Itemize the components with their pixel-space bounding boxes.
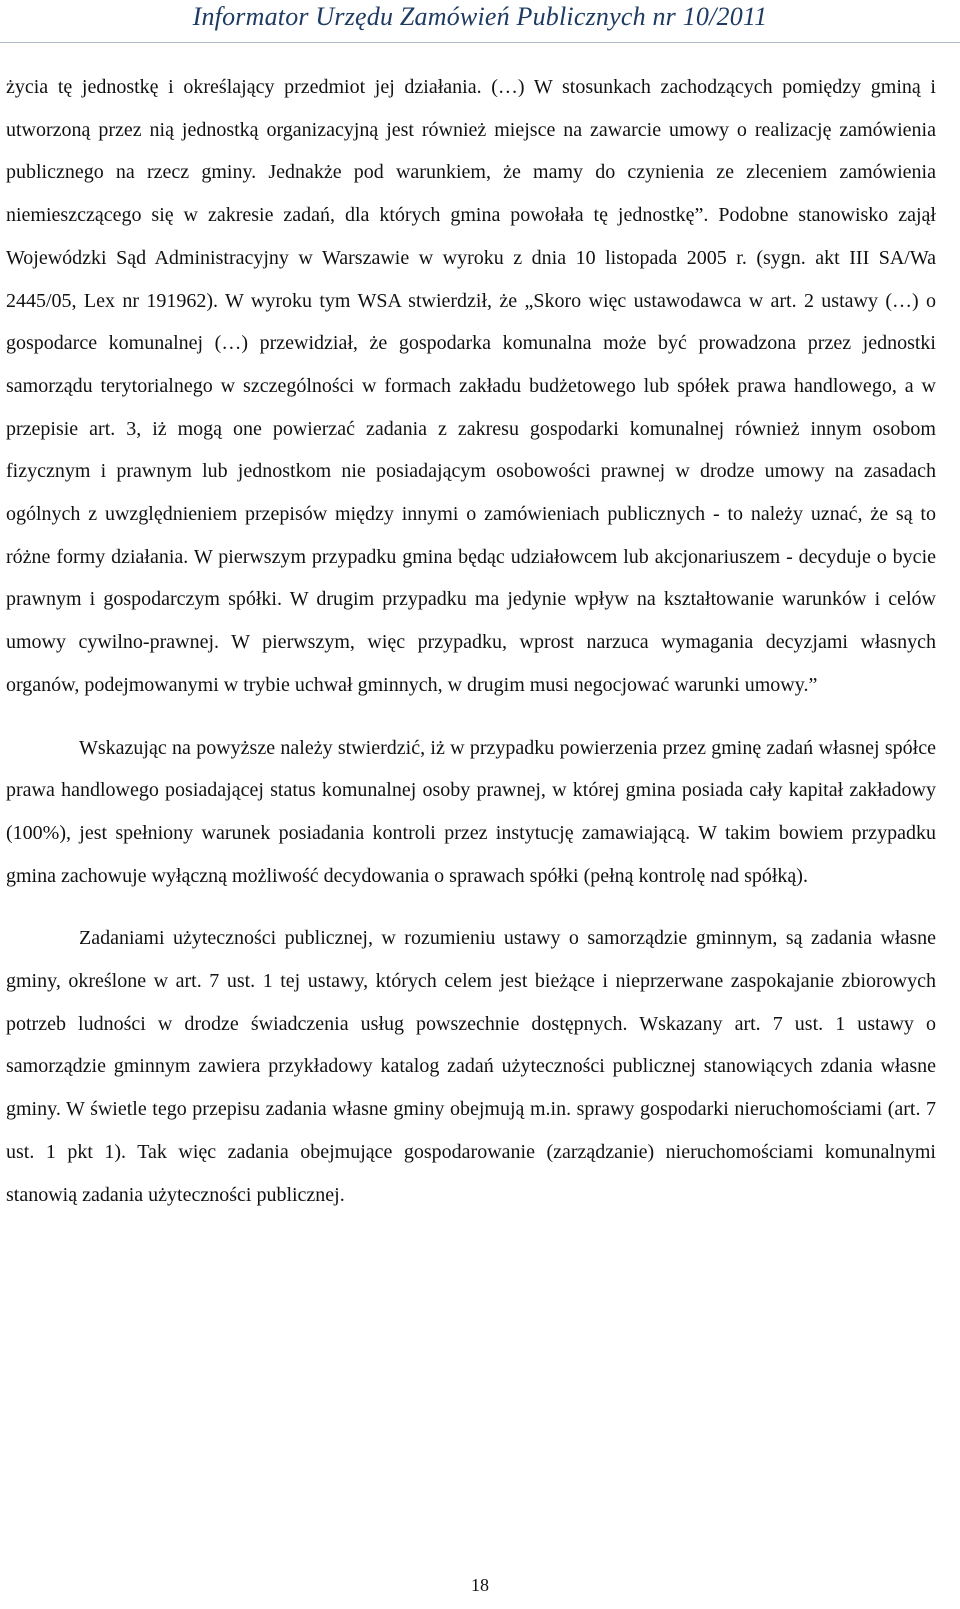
paragraph-3: Zadaniami użyteczności publicznej, w rozumieniu ustawy o samorządzie gminnym, są zadania własne gminy, określone w art. 7 ust. 1 tej ustawy, których celem jest bieżące i nieprzerwane zaspokajanie zbiorowych potrzeb ludności w drodze świadczenia usług powszechnie dostępnych. Wskazany art. 7 ust. 1 ustawy o samorządzie gminnym zawiera przykładowy katalog zadań użyteczności publicznej stanowiących zdania własne gminy. W świetle tego przepisu zadania własne gminy obejmują m.in. sprawy gospodarki nieruchomościami (art. 7 ust. 1 pkt 1). Tak więc zadania obejmujące gospodarowanie (zarządzanie) nieruchomościami komunalnymi stanowią zadania użyteczności publicznej.	[6, 927, 936, 1206]
page-number: 18	[471, 1575, 489, 1595]
running-header-title: Informator Urzędu Zamówień Publicznych nr 10/2011	[192, 2, 768, 31]
document-body	[6, 66, 936, 1216]
paragraph-1: życia tę jednostkę i określający przedmiot jej działania. (…) W stosunkach zachodzących pomiędzy gminą i utworzoną przez nią jednostką organizacyjną jest również miejsce na zawarcie umowy o realizację zamówienia publicznego na rzecz gminy. Jednakże pod warunkiem, że mamy do czynienia ze zleceniem zamówienia niemieszczącego się w zakresie zadań, dla których gmina powołała tę jednostkę”. Podobne stanowisko zajął Wojewódzki Sąd Administracyjny w Warszawie w wyroku z dnia 10 listopada 2005 r. (sygn. akt III SA/Wa 2445/05, Lex nr 191962). W wyroku tym WSA stwierdził, że „Skoro więc ustawodawca w art. 2 ustawy (…) o gospodarce komunalnej (…) przewidział, że gospodarka komunalna może być prowadzona przez jednostki samorządu terytorialnego w szczególności w formach zakładu budżetowego lub spółek prawa handlowego, a w przepisie art. 3, iż mogą one powierzać zadania z zakresu gospodarki komunalnej również innym osobom fizycznym i prawnym lub jednostkom nie posiadającym osobowości prawnej w drodze umowy na zasadach ogólnych z uwzględnieniem przepisów między innymi o zamówieniach publicznych - to należy uznać, że są to różne formy działania. W pierwszym przypadku gmina będąc udziałowcem lub akcjonariuszem - decyduje o bycie prawnym i gospodarczym spółki. W drugim przypadku ma jedynie wpływ na kształtowanie warunków i celów umowy cywilno-prawnej. W pierwszym, więc przypadku, wprost narzuca wymagania decyzjami własnych organów, podejmowanymi w trybie uchwał gminnych, w drugim musi negocjować warunki umowy.”	[6, 76, 936, 696]
header-divider	[0, 42, 960, 43]
paragraph-2: Wskazując na powyższe należy stwierdzić, iż w przypadku powierzenia przez gminę zadań własnej spółce prawa handlowego posiadającej status komunalnej osoby prawnej, w której gmina posiada cały kapitał zakładowy (100%), jest spełniony warunek posiadania kontroli przez instytucję zamawiającą. W takim bowiem przypadku gmina zachowuje wyłączną możliwość decydowania o sprawach spółki (pełną kontrolę nad spółką).	[6, 736, 936, 887]
